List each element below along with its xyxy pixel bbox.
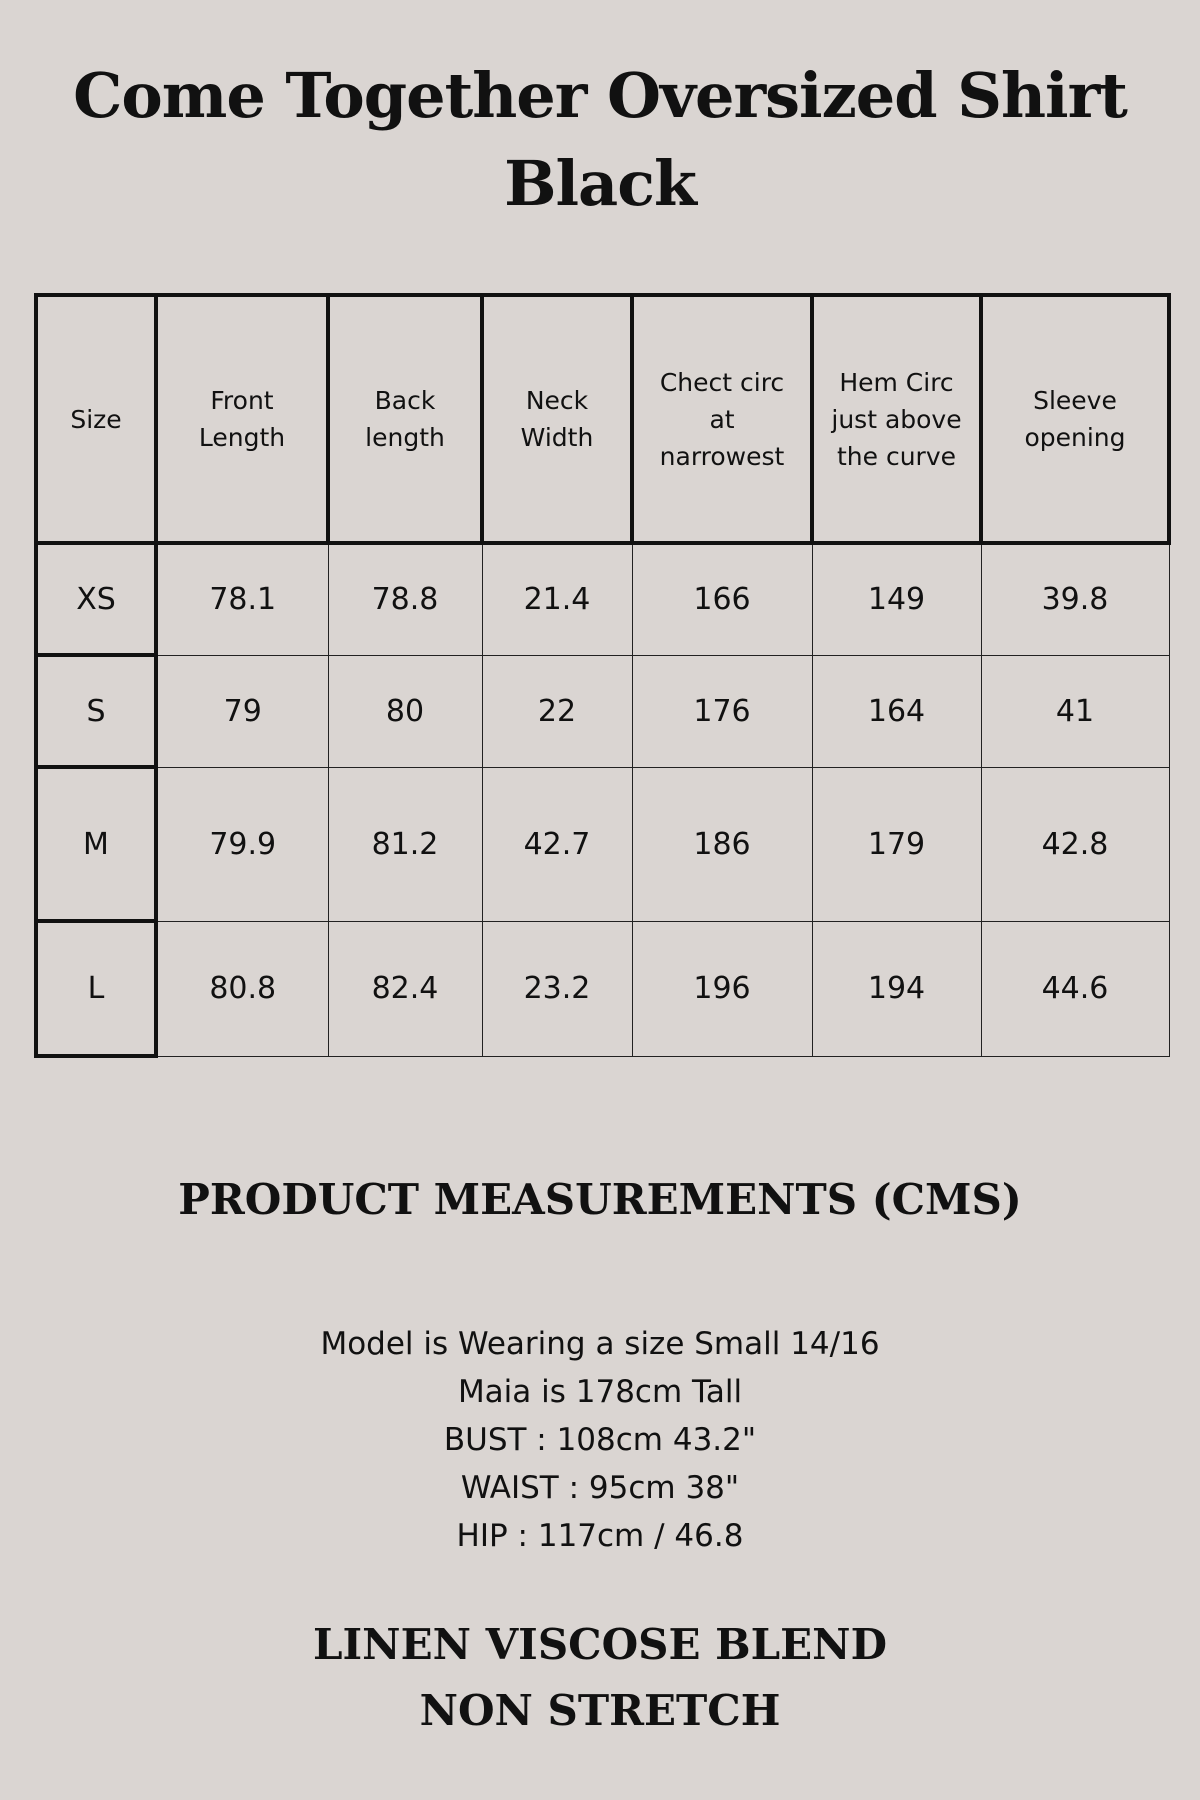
fabric-info (0, 1612, 1200, 1744)
header-hem-circ-line: just above (831, 404, 962, 434)
model-info-line: Maia is 178cm Tall (457, 1374, 743, 1410)
header-chest-circ-line: narrowest (659, 441, 785, 471)
table-cell: 82.4 (328, 921, 482, 1056)
header-hem-circ-line: the curve (836, 441, 957, 471)
table-cell: 164 (812, 655, 981, 767)
header-back-length-line: Back (374, 386, 436, 415)
header-front-length (156, 295, 328, 543)
model-info-line: Model is Wearing a size Small 14/16 (320, 1326, 880, 1362)
header-back-length (328, 295, 482, 543)
size-chart-table (34, 293, 1171, 1058)
table-cell: 80 (328, 655, 482, 767)
table-header-row (36, 295, 1169, 543)
model-info (0, 1320, 1200, 1560)
header-front-length-line: Length (198, 423, 286, 452)
table-row (36, 543, 1169, 655)
header-chest-circ (632, 295, 812, 543)
product-title-line-2: Black (504, 147, 696, 220)
header-front-length-line: Front (210, 386, 274, 415)
model-info-line: WAIST : 95cm 38" (460, 1470, 740, 1506)
size-cell: L (36, 921, 156, 1056)
header-hem-circ (812, 295, 981, 543)
table-row (36, 767, 1169, 921)
header-size (36, 295, 156, 543)
product-title (0, 52, 1200, 228)
table-cell: 41 (981, 655, 1169, 767)
table-cell: 39.8 (981, 543, 1169, 655)
table-cell: 81.2 (328, 767, 482, 921)
header-chest-circ-line: at (709, 404, 735, 434)
table-cell: 22 (482, 655, 632, 767)
table-cell: 196 (632, 921, 812, 1056)
header-neck-width (482, 295, 632, 543)
size-cell: S (36, 655, 156, 767)
size-cell: M (36, 767, 156, 921)
fabric-line-2: NON STRETCH (419, 1686, 781, 1735)
model-info-line: BUST : 108cm 43.2" (443, 1422, 757, 1458)
table-cell: 80.8 (156, 921, 328, 1056)
header-back-length-line: length (365, 423, 445, 452)
header-sleeve-opening (981, 295, 1169, 543)
header-neck-width-line: Neck (525, 386, 589, 415)
table-cell: 23.2 (482, 921, 632, 1056)
header-sleeve-opening-line: opening (1024, 423, 1126, 452)
table-cell: 179 (812, 767, 981, 921)
table-cell: 78.8 (328, 543, 482, 655)
table-row (36, 655, 1169, 767)
model-info-line: HIP : 117cm / 46.8 (456, 1518, 744, 1554)
header-size-line: Size (70, 404, 122, 434)
header-chest-circ-line: Chect circ (659, 367, 785, 397)
table-cell: 194 (812, 921, 981, 1056)
table-cell: 79 (156, 655, 328, 767)
table-cell: 186 (632, 767, 812, 921)
table-cell: 42.7 (482, 767, 632, 921)
table-cell: 166 (632, 543, 812, 655)
table-row (36, 921, 1169, 1056)
table-cell: 42.8 (981, 767, 1169, 921)
table-cell: 79.9 (156, 767, 328, 921)
header-sleeve-opening-line: Sleeve (1033, 386, 1117, 415)
header-neck-width-line: Width (520, 423, 594, 452)
table-cell: 149 (812, 543, 981, 655)
fabric-line-1: LINEN VISCOSE BLEND (313, 1620, 887, 1669)
measurements-heading: PRODUCT MEASUREMENTS (CMS) (178, 1175, 1022, 1224)
table-cell: 78.1 (156, 543, 328, 655)
table-cell: 44.6 (981, 921, 1169, 1056)
table-cell: 176 (632, 655, 812, 767)
table-cell: 21.4 (482, 543, 632, 655)
header-hem-circ-line: Hem Circ (839, 367, 954, 397)
product-title-line-1: Come Together Oversized Shirt (73, 59, 1127, 132)
size-cell: XS (36, 543, 156, 655)
